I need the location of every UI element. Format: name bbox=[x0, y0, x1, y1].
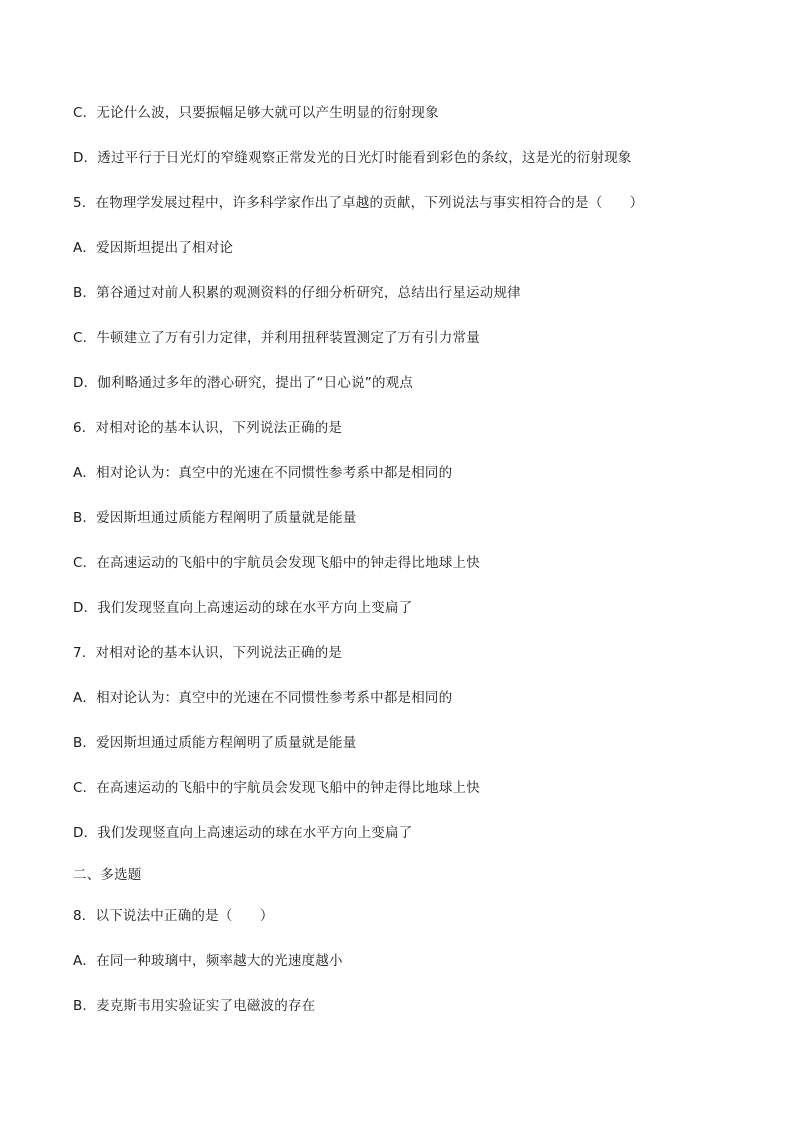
q4-option-c: C．无论什么波，只要振幅足够大就可以产生明显的衍射现象 bbox=[73, 105, 439, 121]
q8-option-b: B．麦克斯韦用实验证实了电磁波的存在 bbox=[73, 998, 316, 1014]
q7-option-d: D．我们发现竖直向上高速运动的球在水平方向上变扁了 bbox=[73, 825, 413, 841]
q6-option-c: C．在高速运动的飞船中的宇航员会发现飞船中的钟走得比地球上快 bbox=[73, 555, 480, 571]
q7-option-a: A．相对论认为：真空中的光速在不同惯性参考系中都是相同的 bbox=[73, 690, 453, 706]
q5-option-a: A．爱因斯坦提出了相对论 bbox=[73, 240, 234, 256]
q4-option-d: D．透过平行于日光灯的窄缝观察正常发光的日光灯时能看到彩色的条纹，这是光的衍射现象 bbox=[73, 150, 632, 166]
question-6: 6．对相对论的基本认识，下列说法正确的是 bbox=[73, 420, 343, 436]
question-5: 5．在物理学发展过程中，许多科学家作出了卓越的贡献，下列说法与事实相符合的是（ ） bbox=[73, 195, 644, 211]
q8-option-a: A．在同一种玻璃中，频率越大的光速度越小 bbox=[73, 953, 343, 969]
q7-option-c: C．在高速运动的飞船中的宇航员会发现飞船中的钟走得比地球上快 bbox=[73, 780, 480, 796]
question-8: 8．以下说法中正确的是（ ） bbox=[73, 908, 274, 924]
q5-option-d: D．伽利略通过多年的潜心研究，提出了“日心说”的观点 bbox=[73, 375, 414, 391]
q7-option-b: B．爱因斯坦通过质能方程阐明了质量就是能量 bbox=[73, 735, 357, 751]
q6-option-d: D．我们发现竖直向上高速运动的球在水平方向上变扁了 bbox=[73, 600, 413, 616]
q5-option-b: B．第谷通过对前人积累的观测资料的仔细分析研究，总结出行星运动规律 bbox=[73, 285, 521, 301]
section-heading-multiple-choice: 二、多选题 bbox=[73, 867, 142, 883]
q6-option-b: B．爱因斯坦通过质能方程阐明了质量就是能量 bbox=[73, 510, 357, 526]
question-7: 7．对相对论的基本认识，下列说法正确的是 bbox=[73, 645, 343, 661]
q6-option-a: A．相对论认为：真空中的光速在不同惯性参考系中都是相同的 bbox=[73, 465, 453, 481]
q5-option-c: C．牛顿建立了万有引力定律，并利用扭秤装置测定了万有引力常量 bbox=[73, 330, 480, 346]
